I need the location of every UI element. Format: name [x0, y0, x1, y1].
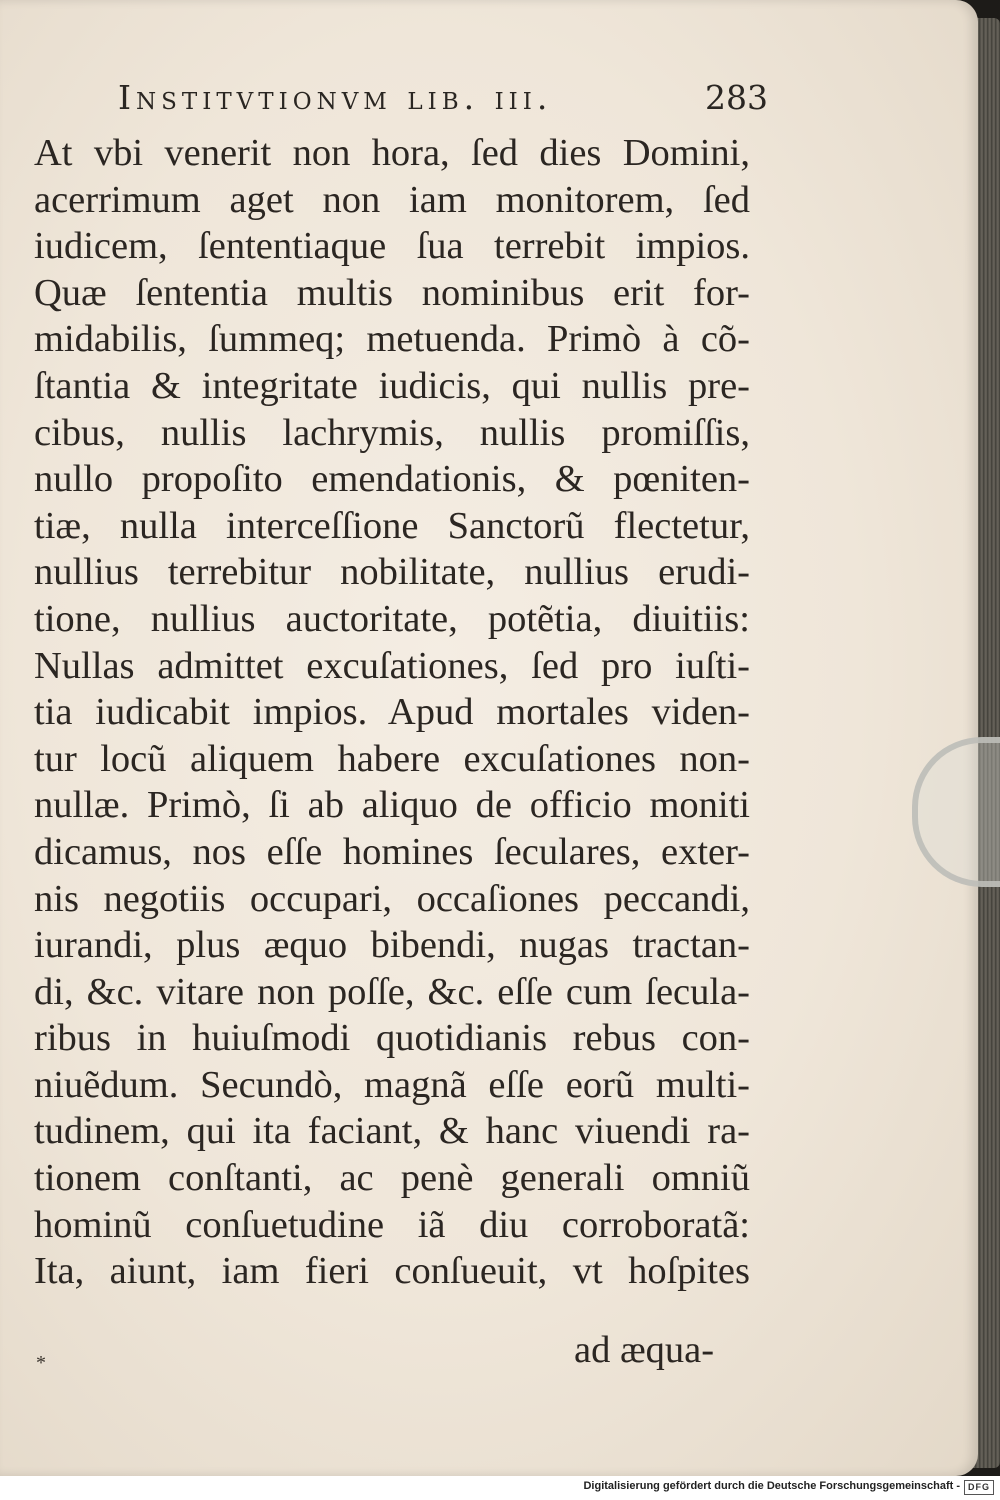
text-line: hominũ conſuetudine iã diu corroboratã:: [34, 1203, 750, 1246]
text-line: midabilis, ſummeq; metuenda. Primò à cõ-: [34, 318, 750, 361]
text-line: iudicem, ſententiaque ſua terrebit impios.: [34, 225, 750, 268]
text-line: dicamus, nos eſſe homines ſeculares, exter-: [34, 830, 750, 873]
text-line: Quæ ſententia multis nominibus erit for-: [34, 271, 750, 314]
text-line: tur locũ aliquem habere excuſationes non-: [34, 737, 750, 780]
text-line: iurandi, plus æquo bibendi, nugas tractan-: [34, 924, 750, 967]
text-line: nullæ. Primò, ſi ab aliquo de officio moniti: [34, 784, 750, 827]
text-line: cibus, nullis lachrymis, nullis promiſſis,: [34, 411, 750, 454]
running-head: [118, 78, 768, 128]
text-line: ſtantia & integritate iudicis, qui nullis pre-: [34, 364, 750, 407]
text-line: tiæ, nulla interceſſione Sanctorũ flectetur,: [34, 504, 750, 547]
catchword: ad æqua-: [574, 1329, 715, 1371]
text-line: acerrimum aget non iam monitorem, ſed: [34, 178, 750, 221]
footer-credit: Digitalisierung gefördert durch die Deutsche Forschungsgemeinschaft -: [583, 1480, 960, 1492]
signature-mark: *: [36, 1352, 46, 1374]
page-number: 283: [705, 78, 768, 117]
body-text: [34, 130, 750, 1295]
running-head-title: Institvtionvm lib. iii.: [118, 78, 553, 117]
text-line: nullius terrebitur nobilitate, nullius erudi-: [34, 551, 750, 594]
text-line: di, &c. vitare non poſſe, &c. eſſe cum ſecula-: [34, 970, 750, 1013]
text-line: nullo propoſito emendationis, & pœniten-: [34, 458, 750, 501]
text-line: nis negotiis occupari, occaſiones peccandi,: [34, 877, 750, 920]
text-line: tia iudicabit impios. Apud mortales viden-: [34, 691, 750, 734]
digitization-footer: [0, 1476, 1000, 1500]
text-line: tionem conſtanti, ac penè generali omniũ: [34, 1157, 750, 1200]
dfg-logo: DFG: [964, 1480, 994, 1495]
text-line: Ita, aiunt, iam fieri conſueuit, vt hoſpites: [34, 1250, 750, 1293]
text-line: Nullas admittet excuſationes, ſed pro iuſti-: [34, 644, 750, 687]
text-line: tudinem, qui ita faciant, & hanc viuendi ra-: [34, 1110, 750, 1153]
text-line: ribus in huiuſmodi quotidianis rebus con-: [34, 1017, 750, 1060]
text-line: niuẽdum. Secundò, magnã eſſe eorũ multi-: [34, 1063, 750, 1106]
text-line: At vbi venerit non hora, ſed dies Domini,: [34, 132, 750, 174]
text-line: tione, nullius auctoritate, potẽtia, diuitiis:: [34, 597, 750, 640]
